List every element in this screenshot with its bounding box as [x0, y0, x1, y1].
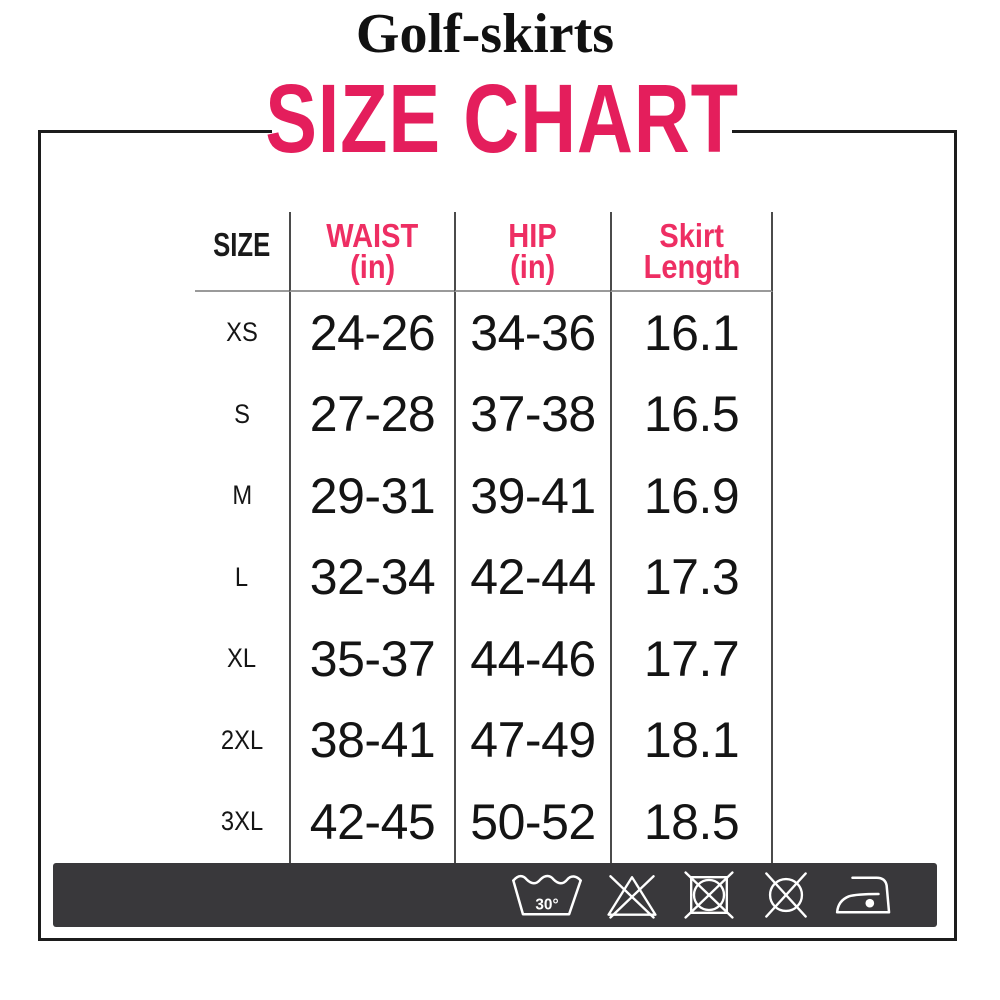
size-cell: 3XL	[220, 806, 264, 837]
hip-cell: 39-41	[454, 455, 610, 537]
iron-low-heat-icon	[833, 870, 897, 920]
do-not-dry-clean-icon	[756, 870, 816, 920]
page-title-text: SIZE CHART	[265, 64, 739, 173]
care-instructions-bar	[53, 863, 937, 927]
do-not-bleach-icon	[602, 870, 662, 920]
skirt-length-cell: 16.9	[610, 455, 773, 537]
size-cell: S	[234, 398, 250, 429]
waist-cell: 35-37	[289, 618, 454, 700]
hip-cell: 47-49	[454, 700, 610, 782]
column-header-length-label: Length	[643, 248, 740, 285]
wash-temp-text: 30°	[535, 896, 559, 914]
column-header-hip-unit: (in)	[510, 248, 556, 285]
waist-cell: 24-26	[289, 292, 454, 374]
column-header-size	[195, 212, 289, 292]
column-header-waist-label: WAIST	[326, 217, 419, 254]
size-cell: M	[232, 480, 252, 511]
do-not-tumble-dry-icon	[679, 870, 739, 920]
page-title	[265, 64, 739, 173]
wash-at-30-icon	[509, 870, 585, 920]
hip-cell: 50-52	[454, 781, 610, 863]
column-header-skirt-label: Skirt	[659, 217, 724, 254]
column-header-waist-unit: (in)	[349, 248, 396, 285]
size-cell: XL	[227, 643, 257, 674]
brand-title: Golf-skirts	[355, 3, 615, 65]
hip-cell: 44-46	[454, 618, 610, 700]
waist-cell: 38-41	[289, 700, 454, 782]
waist-cell: 42-45	[289, 781, 454, 863]
column-header-hip	[454, 212, 610, 292]
waist-cell: 27-28	[289, 374, 454, 456]
hip-cell: 42-44	[454, 537, 610, 619]
column-header-size-label: SIZE	[213, 225, 271, 263]
size-table	[195, 212, 778, 863]
column-header-skirt-length	[610, 212, 773, 292]
waist-cell: 32-34	[289, 537, 454, 619]
skirt-length-cell: 18.5	[610, 781, 773, 863]
waist-cell: 29-31	[289, 455, 454, 537]
hip-cell: 34-36	[454, 292, 610, 374]
column-header-waist	[289, 212, 454, 292]
skirt-length-cell: 18.1	[610, 700, 773, 782]
size-cell: L	[235, 561, 249, 592]
size-cell: 2XL	[220, 724, 264, 755]
hip-cell: 37-38	[454, 374, 610, 456]
skirt-length-cell: 16.1	[610, 292, 773, 374]
skirt-length-cell: 17.3	[610, 537, 773, 619]
size-cell: XS	[226, 317, 258, 348]
skirt-length-cell: 17.7	[610, 618, 773, 700]
column-header-hip-label: HIP	[508, 217, 558, 254]
skirt-length-cell: 16.5	[610, 374, 773, 456]
